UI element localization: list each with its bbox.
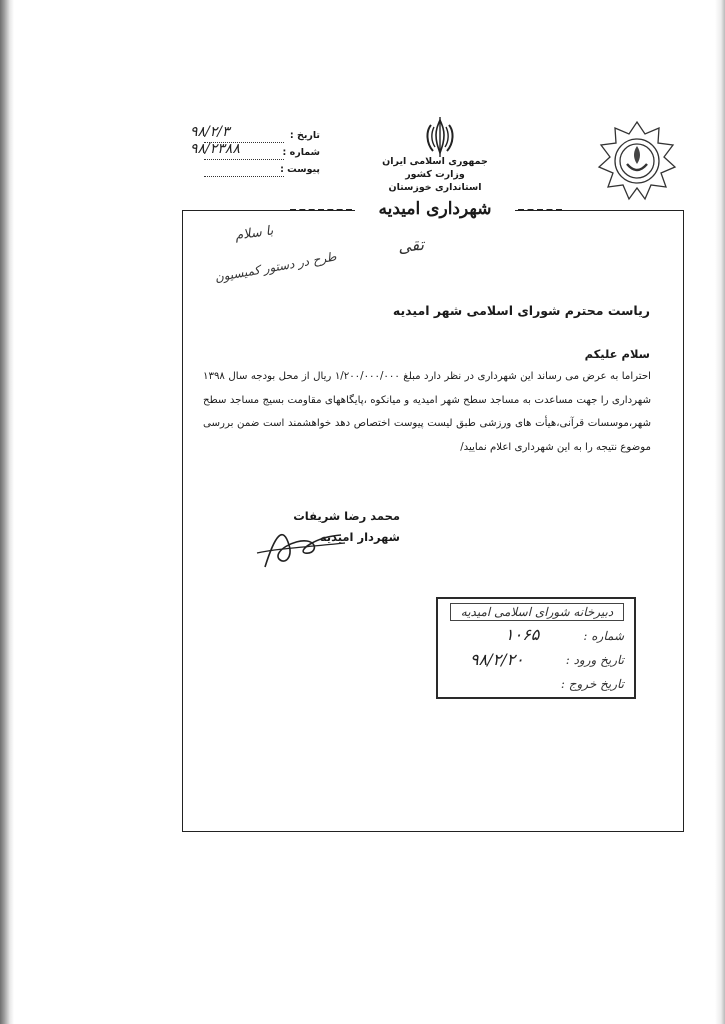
signatory-title: شهردار امیدیه (319, 530, 400, 544)
governorate-name: استانداری خوزستان (388, 182, 482, 193)
stamp-number-label: شماره : (583, 629, 624, 643)
ministry-name: وزارت کشور (405, 169, 465, 180)
organization-title: شهرداری امیدیه (355, 199, 515, 219)
handwritten-note-2: طرح در دستور کمیسیون (213, 249, 338, 285)
recipient-line: ریاست محترم شورای اسلامی شهر امیدیه (392, 303, 650, 318)
signature-mark (245, 515, 355, 575)
number-value: ۹۸/۲۳۸۸ (190, 141, 240, 157)
municipality-logo-icon (596, 120, 678, 202)
council-receipt-stamp (436, 597, 636, 699)
attachment-row (180, 162, 320, 179)
stamp-date-value: ۹۸/۲/۲۰ (470, 650, 524, 669)
letterhead-text (360, 155, 510, 194)
stamp-exit-label: تاریخ خروج : (560, 677, 624, 691)
handwritten-note-1: با سلام (234, 223, 275, 244)
greeting: سلام علیکم (584, 347, 650, 361)
stamp-header: دبیرخانه شورای اسلامی امیدیه (450, 603, 624, 621)
scan-edge-right (715, 0, 725, 1024)
iran-emblem-icon (420, 117, 460, 159)
title-divider-left (290, 209, 352, 211)
reference-block (180, 124, 320, 179)
date-label: تاریخ : (289, 130, 320, 141)
stamp-number-value: ۱۰۶۵ (505, 625, 540, 644)
scan-edge-left (0, 0, 14, 1024)
number-label: شماره : (282, 147, 320, 158)
number-row (180, 141, 320, 162)
title-divider-right (518, 209, 562, 211)
letter-body: احتراما به عرض می رساند این شهرداری در نظر دارد مبلغ ۱/۲۰۰/۰۰۰/۰۰۰ ریال از محل بودجه سال ۱۳۹۸ شهرداری را جهت مساعدت به مساجد سطح شهر امیدیه و میانکوه ،پایگاههای مقاومت بسیج مساجد سطح شهر،موسسات قرآنی،هیأت های ورزشی طبق لیست پیوست اختصاص دهد خواهشمند است ضمن بررسی موضوع نتیجه را به این شهرداری اعلام نمایید/ (203, 371, 651, 453)
attachment-label: پیوست : (280, 164, 320, 175)
date-value: ۹۸/۲/۳ (190, 124, 230, 140)
signatory-name: محمد رضا شریفات (293, 509, 400, 523)
country-name: جمهوری اسلامی ایران (382, 156, 488, 167)
handwritten-initial: تقی (397, 234, 425, 257)
stamp-date-label: تاریخ ورود : (565, 653, 624, 667)
